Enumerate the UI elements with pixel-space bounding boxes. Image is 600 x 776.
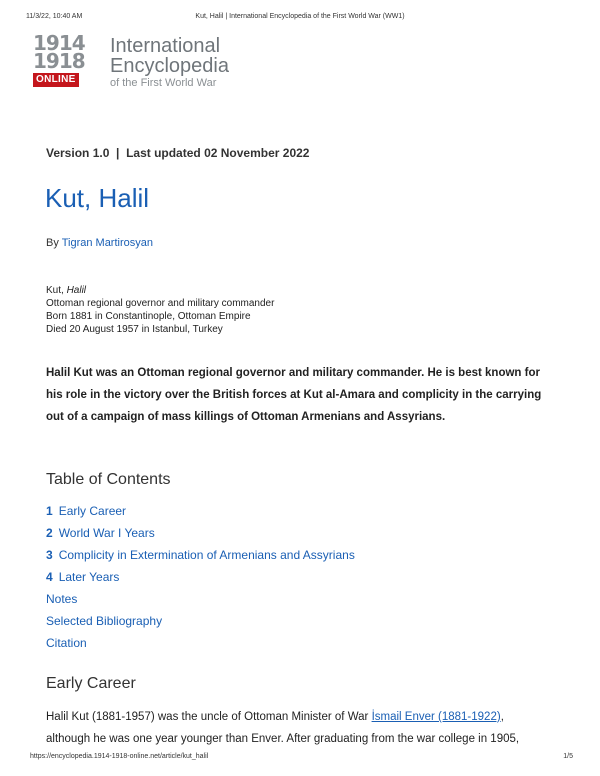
toc-heading: Table of Contents (46, 471, 171, 488)
site-logo[interactable] (33, 33, 283, 93)
section-body (46, 706, 556, 750)
table-of-contents (46, 500, 355, 654)
author-link[interactable]: Tigran Martirosyan (61, 237, 153, 249)
lead-paragraph: Halil Kut was an Ottoman regional governor and military commander. He is best known for his role in the victory over the British forces at Kut al-Amara and complicity in the carrying out of a campaign of mass killings of Ottoman Armenians and Assyrians. (46, 367, 542, 423)
toc-item-number: 1 (46, 504, 53, 518)
print-page-title: Kut, Halil | International Encyclopedia of the First World War (WW1) (195, 13, 405, 20)
logo-text-encyclopedia: Encyclopedia (110, 55, 229, 77)
print-page-number: 1/5 (563, 753, 573, 760)
toc-item-later-years[interactable] (46, 566, 355, 588)
body-line-2: although he was one year younger than Enver. After graduating from the war college in 1905, (46, 733, 520, 745)
toc-item-early-career[interactable] (46, 500, 355, 522)
toc-item-label: Complicity in Extermination of Armenians and Assyrians (58, 548, 355, 562)
print-url: https://encyclopedia.1914-1918-online.net/article/kut_halil (30, 753, 209, 760)
body-line-1 (46, 706, 556, 728)
logo-online-badge: ONLINE (33, 73, 79, 87)
infobox-name (46, 284, 274, 297)
toc-item-selected-bibliography[interactable] (46, 610, 355, 632)
toc-item-citation[interactable] (46, 632, 355, 654)
logo-text-international: International (110, 35, 221, 57)
toc-item-label: Later Years (58, 570, 120, 584)
logo-year-1914: 1914 (33, 31, 85, 55)
by-label: By (46, 237, 59, 249)
logo-year-1918: 1918 (33, 49, 85, 73)
toc-item-complicity[interactable] (46, 544, 355, 566)
byline (46, 237, 153, 249)
toc-item-label: Selected Bibliography (46, 614, 163, 628)
toc-item-label: World War I Years (58, 526, 155, 540)
toc-item-number: 3 (46, 548, 53, 562)
toc-item-label: Citation (46, 636, 87, 650)
infobox (46, 284, 274, 336)
infobox-surname: Kut, (46, 285, 67, 296)
infobox-given-name: Halil (66, 285, 87, 296)
logo-text-subtitle: of the First World War (110, 77, 217, 89)
infobox-born: Born 1881 in Constantinople, Ottoman Empire (46, 311, 251, 322)
toc-item-notes[interactable] (46, 588, 355, 610)
toc-item-label: Notes (46, 592, 78, 606)
infobox-died: Died 20 August 1957 in Istanbul, Turkey (46, 324, 223, 335)
body-text: Halil Kut (1881-1957) was the uncle of Ottoman Minister of War (46, 711, 372, 723)
enver-link[interactable]: İsmail Enver (1881-1922) (371, 711, 501, 723)
toc-item-label: Early Career (58, 504, 127, 518)
infobox-role: Ottoman regional governor and military commander (46, 298, 275, 309)
print-datetime: 11/3/22, 10:40 AM (26, 13, 83, 20)
toc-item-number: 4 (46, 570, 53, 584)
page-title: Kut, Halil (45, 183, 150, 213)
version-info: Version 1.0 | Last updated 02 November 2022 (46, 146, 310, 160)
section-heading-early-career: Early Career (46, 675, 136, 692)
toc-item-number: 2 (46, 526, 53, 540)
toc-item-world-war-i-years[interactable] (46, 522, 355, 544)
body-text: , (500, 711, 504, 723)
